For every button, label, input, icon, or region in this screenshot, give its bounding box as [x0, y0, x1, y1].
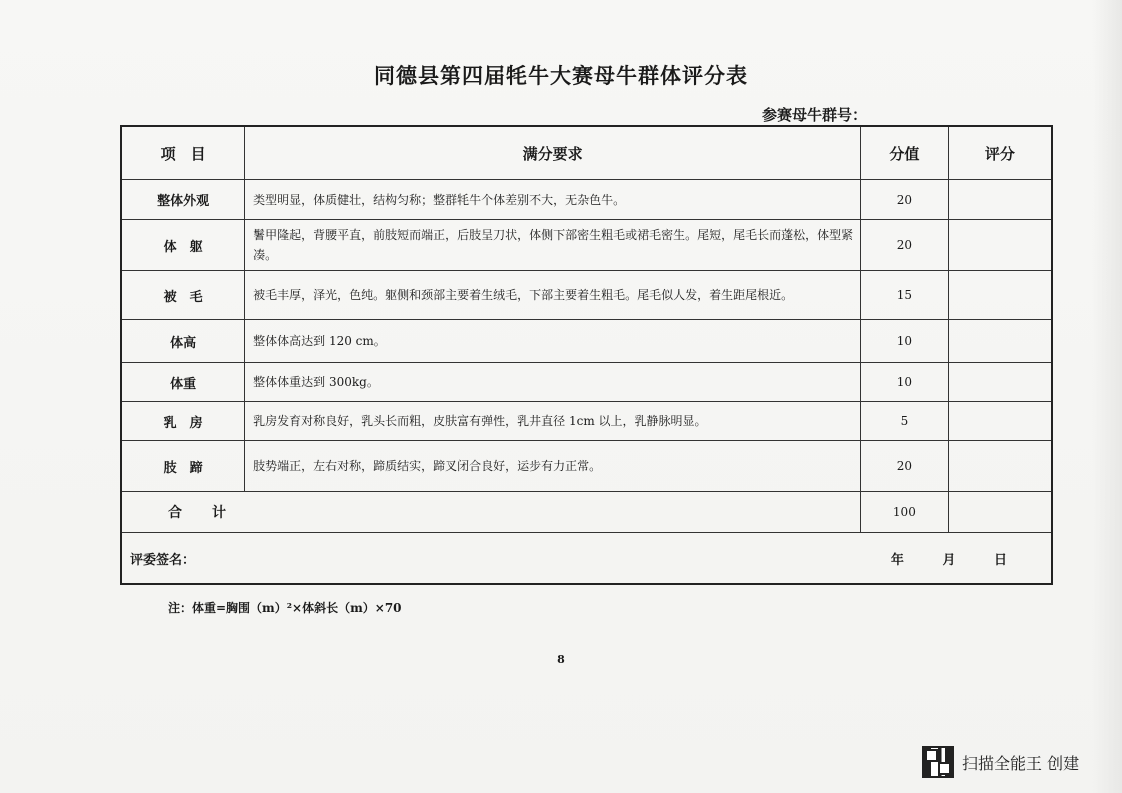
qr-code-icon	[922, 746, 954, 778]
month-label: 月	[942, 553, 956, 568]
table-row	[121, 320, 1052, 363]
row-requirement: 被毛丰厚，泽光，色纯。躯侧和颈部主要着生绒毛，下部主要着生粗毛。尾毛似人发，着生距尾根近。	[245, 271, 861, 320]
row-score-value: 10	[861, 320, 949, 363]
row-requirement: 乳房发育对称良好，乳头长而粗，皮肤富有弹性，乳井直径 1cm 以上，乳静脉明显。	[245, 402, 861, 441]
total-value: 100	[861, 492, 949, 533]
year-label: 年	[890, 553, 904, 568]
row-score-cell[interactable]	[948, 220, 1052, 271]
row-requirement: 整体体重达到 300kg。	[245, 363, 861, 402]
table-row	[121, 441, 1052, 492]
scoring-table	[120, 125, 1053, 585]
row-score-value: 10	[861, 363, 949, 402]
group-number-label: 参赛母牛群号：	[762, 106, 868, 124]
row-score-value: 20	[861, 180, 949, 220]
header-score: 评分	[948, 126, 1052, 180]
row-requirement: 鬐甲隆起，背腰平直，前肢短而端正，后肢呈刀状，体侧下部密生粗毛或裙毛密生。尾短，尾毛长而蓬松，体型紧凑。	[245, 220, 861, 271]
row-score-cell[interactable]	[948, 441, 1052, 492]
header-score-value: 分值	[861, 126, 949, 180]
scanner-watermark	[922, 745, 1079, 779]
day-label: 日	[993, 553, 1007, 568]
signature-cell	[121, 533, 1052, 585]
table-row	[121, 271, 1052, 320]
total-label: 合计	[121, 492, 861, 533]
row-score-cell[interactable]	[948, 402, 1052, 441]
row-score-cell[interactable]	[948, 180, 1052, 220]
judge-signature-label: 评委签名：	[130, 553, 196, 568]
row-score-cell[interactable]	[948, 363, 1052, 402]
table-row	[121, 402, 1052, 441]
table-row	[121, 363, 1052, 402]
watermark-text: 扫描全能王 创建	[962, 753, 1080, 773]
row-score-cell[interactable]	[948, 320, 1052, 363]
signature-row	[121, 533, 1052, 585]
row-score-value: 5	[861, 402, 949, 441]
row-item: 体高	[121, 320, 245, 363]
row-score-value: 20	[861, 441, 949, 492]
document-title: 同德县第四届牦牛大赛母牛群体评分表	[374, 63, 748, 88]
date-fields	[857, 549, 1007, 568]
row-requirement: 肢势端正，左右对称，蹄质结实，蹄叉闭合良好，运步有力正常。	[245, 441, 861, 492]
row-item: 肢 蹄	[121, 441, 245, 492]
header-requirement: 满分要求	[245, 126, 861, 180]
row-item: 被 毛	[121, 271, 245, 320]
table-row	[121, 220, 1052, 271]
scan-edge-shadow	[1092, 0, 1122, 793]
row-requirement: 类型明显，体质健壮，结构匀称；整群牦牛个体差别不大，无杂色牛。	[245, 180, 861, 220]
row-item: 体重	[121, 363, 245, 402]
header-item: 项 目	[121, 126, 245, 180]
row-item: 体 躯	[121, 220, 245, 271]
row-score-cell[interactable]	[948, 271, 1052, 320]
row-score-value: 15	[861, 271, 949, 320]
weight-formula-note: 注：体重=胸围（m）²×体斜长（m）×70	[168, 601, 402, 615]
total-row	[121, 492, 1052, 533]
row-item: 乳 房	[121, 402, 245, 441]
row-item: 整体外观	[121, 180, 245, 220]
total-score-cell[interactable]	[948, 492, 1052, 533]
row-score-value: 20	[861, 220, 949, 271]
table-header-row	[121, 126, 1052, 180]
page-number: 8	[557, 653, 565, 666]
table-row	[121, 180, 1052, 220]
row-requirement: 整体体高达到 120 cm。	[245, 320, 861, 363]
